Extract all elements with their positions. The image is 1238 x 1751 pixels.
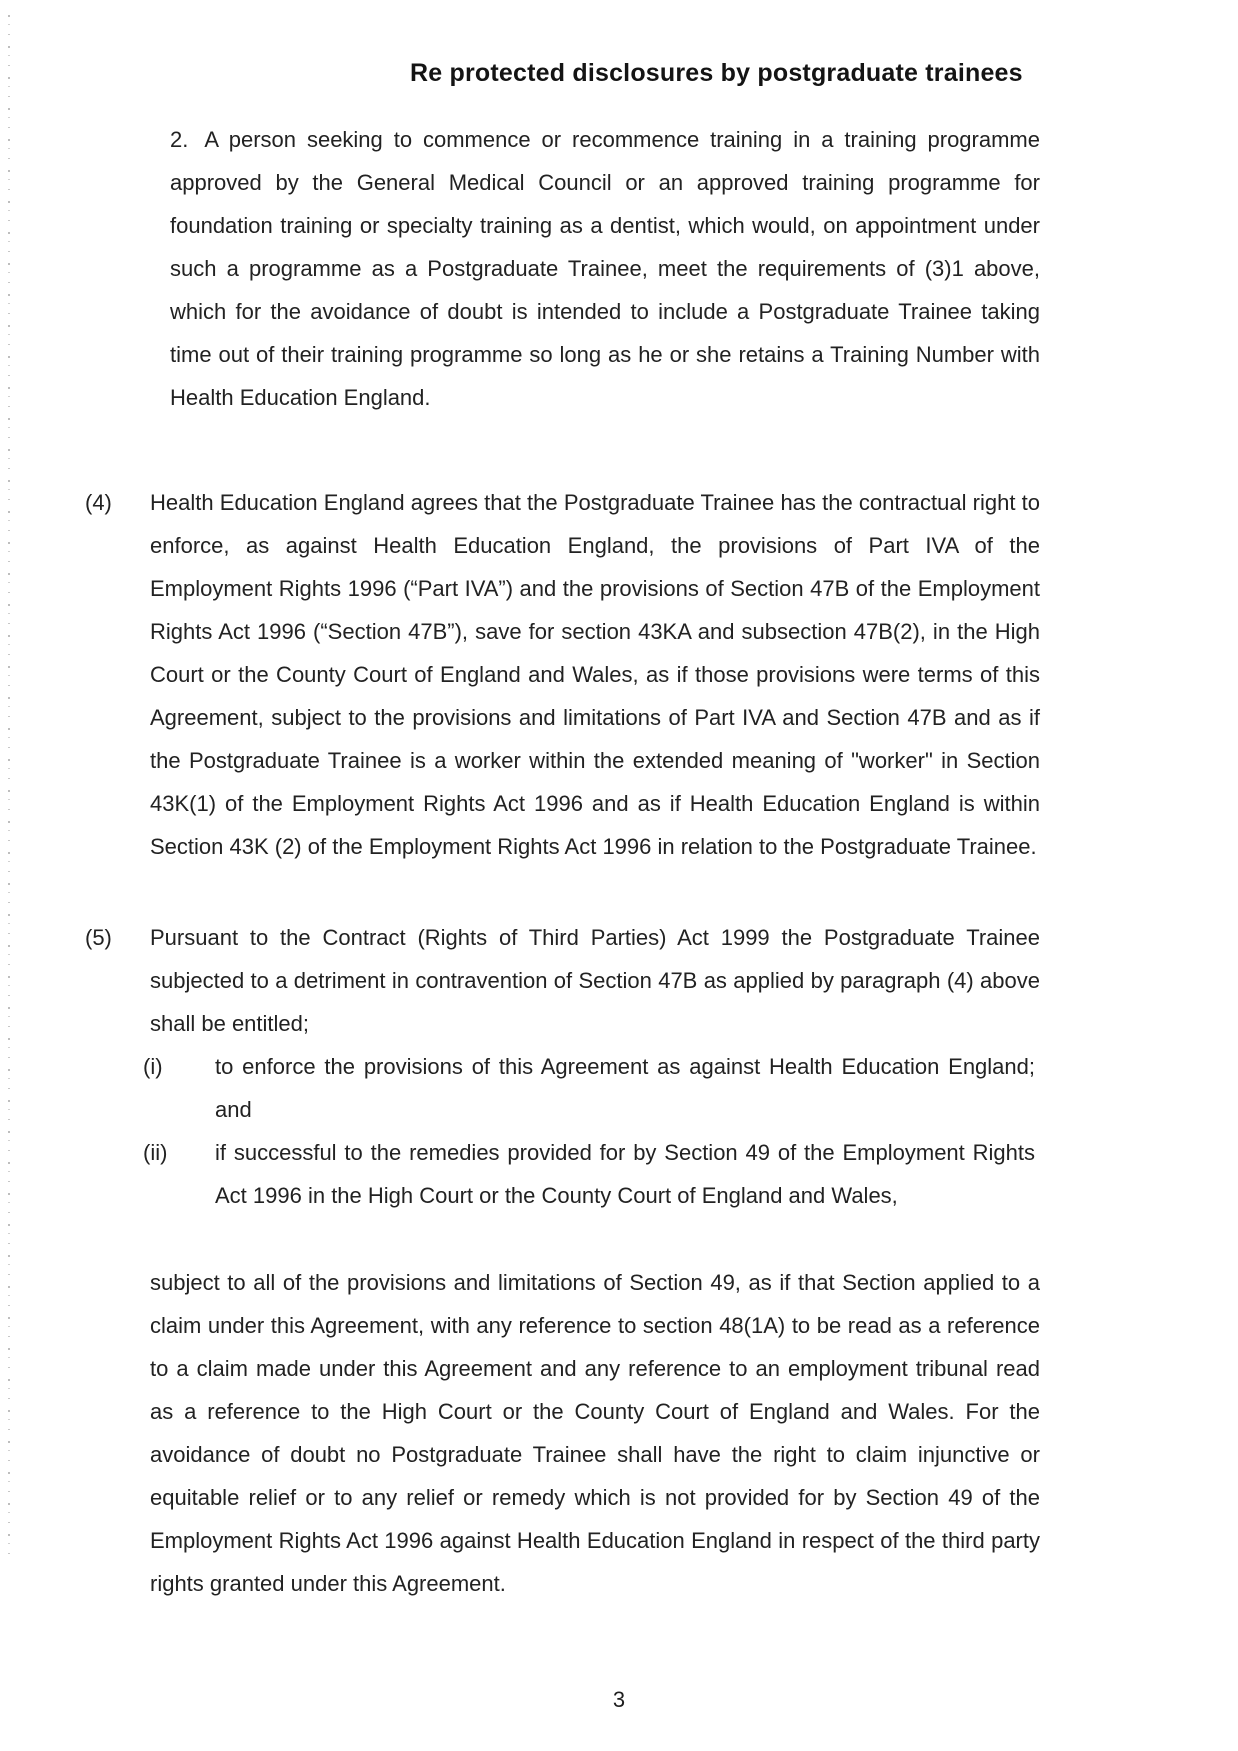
clause-5-subitem-i [143, 1045, 1035, 1131]
clause-4-number: (4) [85, 490, 112, 515]
page-number: 3 [612, 1687, 626, 1712]
paragraph-2-text: A person seeking to commence or recommence training in a training programme approved by the General Medical Council or an approved training programme for foundation training or specialty training as a dentist, which would, on appointment under such a programme as a Postgraduate Trainee, meet the requirements of (3)1 above, which for the avoidance of doubt is intended to include a Postgraduate Trainee taking time out of their training programme so long as he or she retains a Training Number with Health Education England. [170, 127, 1040, 410]
subitem-i-text: to enforce the provisions of this Agreement as against Health Education England; and [215, 1054, 1035, 1122]
clause-4-text: Health Education England agrees that the Postgraduate Trainee has the contractual right to enforce, as against Health Education England, the provisions of Part IVA of the Employment Rights 1996 (“Part IVA”) and the provisions of Section 47B of the Employment Rights Act 1996 (“Section 47B”), save for section 43KA and subsection 47B(2), in the High Court or the County Court of England and Wales, as if those provisions were terms of this Agreement, subject to the provisions and limitations of Part IVA and Section 47B and as if the Postgraduate Trainee is a worker within the extended meaning of "worker" in Section 43K(1) of the Employment Rights Act 1996 and as if Health Education England is within Section 43K (2) of the Employment Rights Act 1996 in relation to the Postgraduate Trainee. [150, 490, 1040, 859]
clause-5-number: (5) [85, 925, 112, 950]
closing-paragraph: subject to all of the provisions and limitations of Section 49, as if that Section applied to a claim under this Agreement, with any reference to section 48(1A) to be read as a reference to a claim made under this Agreement and any reference to an employment tribunal read as a reference to the High Court or the County Court of England and Wales. For the avoidance of doubt no Postgraduate Trainee shall have the right to claim injunctive or equitable relief or to any relief or remedy which is not provided for by Section 49 of the Employment Rights Act 1996 against Health Education England in respect of the third party rights granted under this Agreement. [150, 1270, 1040, 1596]
paragraph-2-number: 2. [170, 127, 189, 152]
clause-5-subitem-ii [143, 1131, 1035, 1217]
subitem-ii-number: (ii) [143, 1140, 168, 1165]
document-title: Re protected disclosures by postgraduate trainees [410, 59, 1023, 87]
subitem-ii-text: if successful to the remedies provided for by Section 49 of the Employment Rights Act 1996 in the High Court or the County Court of England and Wales, [215, 1140, 1035, 1208]
subitem-i-number: (i) [143, 1054, 163, 1079]
clause-5 [85, 916, 1040, 1045]
clause-4 [85, 481, 1040, 868]
paragraph-2 [170, 118, 1040, 419]
clause-5-text: Pursuant to the Contract (Rights of Third Parties) Act 1999 the Postgraduate Trainee subjected to a detriment in contravention of Section 47B as applied by paragraph (4) above shall be entitled; [150, 925, 1040, 1036]
scan-artifact-strip [7, 15, 11, 1560]
